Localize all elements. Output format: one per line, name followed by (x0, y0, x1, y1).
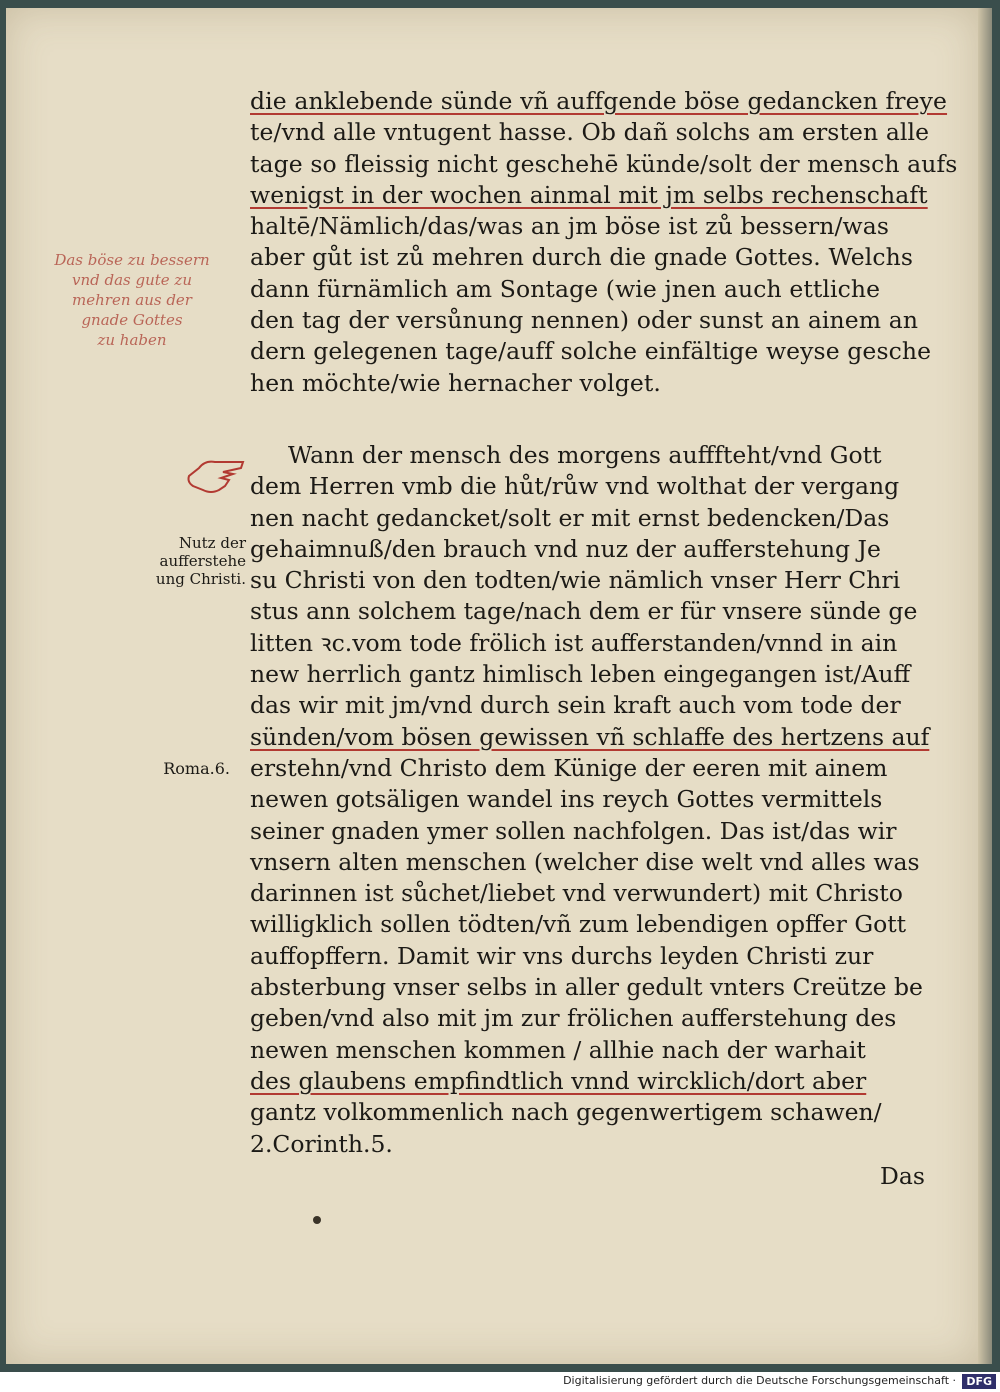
handwritten-margin-note (26, 250, 238, 350)
text-line: su Christi von den todten/wie nämlich vnser Herr Chri (250, 566, 901, 595)
text-line: dem Herren vmb die hůt/růw vnd wolthat der vergang (250, 472, 900, 501)
handwritten-line: gnade Gottes (81, 311, 183, 329)
text-line: vnsern alten menschen (welcher dise welt vnd alles was (250, 847, 920, 876)
text-line: newen gotsäligen wandel ins reych Gottes vermittels (250, 785, 883, 814)
text-line: hen möchte/wie hernacher volget. (250, 368, 661, 397)
text-line: te/vnd alle vntugent hasse. Ob dañ solchs am ersten alle (250, 118, 930, 147)
margin-note-roma: Roma.6. (163, 759, 230, 778)
text-line: erstehn/vnd Christo dem Künige der eeren mit ainem (250, 753, 888, 782)
text-line: Wann der mensch des morgens aufffteht/vnd Gott (288, 441, 882, 469)
ink-dot (313, 1216, 321, 1224)
paragraph-2 (250, 440, 950, 1160)
text-line: 2.Corinth.5. (250, 1129, 393, 1158)
text-line: aber gůt ist zů mehren durch die gnade Gottes. Welchs (250, 243, 914, 272)
text-line: darinnen ist sůchet/liebet vnd verwundert) mit Christo (250, 879, 903, 908)
margin-note-line: ung Christi. (155, 570, 246, 588)
text-line: die anklebende sünde vñ auffgende böse gedancken freye (250, 87, 948, 115)
text-line: dann fürnämlich am Sontage (wie jnen auch ettliche (250, 274, 881, 303)
text-line: dern gelegenen tage/auff solche einfältige weyse gesche (250, 337, 932, 366)
page-edge (978, 8, 992, 1364)
text-line: stus ann solchem tage/nach dem er für vnsere sünde ge (250, 597, 918, 626)
dfg-logo[interactable]: DFG (962, 1374, 996, 1389)
text-line: haltē/Nämlich/das/was an jm böse ist zů bessern/was (250, 212, 890, 241)
text-line: gehaimnuß/den brauch vnd nuz der aufferstehung Je (250, 534, 881, 563)
text-line: gantz volkommenlich nach gegenwertigem schawen/ (250, 1098, 882, 1127)
handwritten-line: mehren aus der (72, 291, 192, 309)
text-line: das wir mit jm/vnd durch sein kraft auch vom tode der (250, 691, 901, 720)
text-line: nen nacht gedancket/solt er mit ernst bedencken/Das (250, 503, 890, 532)
margin-note-line: Nutz der (178, 534, 246, 552)
text-line: wenigst in der wochen ainmal mit jm selbs rechenschaft (250, 180, 928, 209)
text-line: den tag der versůnung nennen) oder sunst an ainem an (250, 306, 919, 335)
manicule-icon (185, 450, 245, 500)
text-line: seiner gnaden ymer sollen nachfolgen. Das ist/das wir (250, 816, 897, 845)
text-line: tage so fleissig nicht geschehē künde/solt der mensch aufs (250, 149, 958, 178)
footer-bar (0, 1372, 1000, 1392)
footer-credit: Digitalisierung gefördert durch die Deutsche Forschungsgemeinschaft · (563, 1374, 956, 1387)
text-line: des glaubens empfindtlich vnnd wircklich/dort aber (250, 1066, 867, 1095)
text-line: sünden/vom bösen gewissen vñ schlaffe des hertzens auf (250, 722, 930, 751)
handwritten-line: vnd das gute zu (71, 271, 192, 289)
handwritten-line: Das böse zu bessern (54, 251, 210, 269)
handwritten-line: zu haben (97, 331, 167, 349)
text-line: newen menschen kommen / allhie nach der warhait (250, 1035, 866, 1064)
text-line: new herrlich gantz himlisch leben eingegangen ist/Auff (250, 660, 911, 689)
text-line: absterbung vnser selbs in aller gedult vnters Creütze be (250, 973, 923, 1002)
text-line: geben/vnd also mit jm zur frölichen aufferstehung des (250, 1004, 897, 1033)
text-line: litten ꝛc.vom tode frölich ist aufferstanden/vnnd in ain (250, 628, 898, 657)
text-line: willigklich sollen tödten/vñ zum lebendigen opffer Gott (250, 910, 907, 939)
paragraph-1 (250, 86, 958, 399)
margin-note-line: aufferstehe (159, 552, 246, 570)
text-line: auffopffern. Damit wir vns durchs leyden Christi zur (250, 941, 874, 970)
catchword: Das (880, 1162, 925, 1190)
margin-note-nutz (120, 534, 246, 588)
